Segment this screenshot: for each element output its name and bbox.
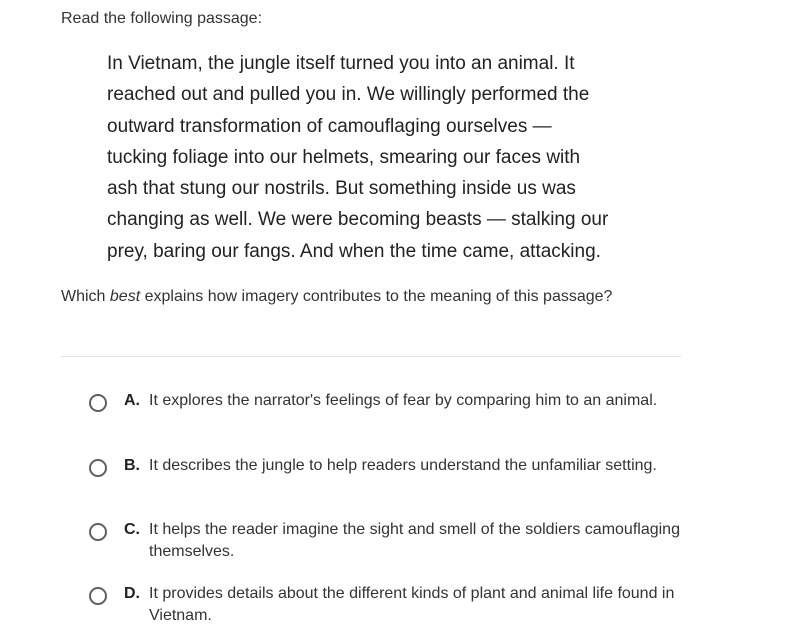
answer-option-c[interactable]	[86, 519, 706, 567]
option-letter: B.	[124, 457, 140, 474]
passage-line: changing as well. We were becoming beasts — stalking our	[107, 209, 609, 231]
option-text: It helps the reader imagine the sight and smell of the soldiers camouflaging themselves.	[149, 521, 680, 560]
question-emphasis: best	[109, 288, 141, 305]
passage-text	[107, 48, 667, 267]
passage-intro: Read the following passage:	[61, 10, 263, 27]
passage-line: reached out and pulled you in. We willingly performed the	[107, 84, 590, 106]
option-letter: A.	[124, 392, 140, 409]
passage-line: In Vietnam, the jungle itself turned you into an animal. It	[107, 53, 575, 74]
option-text: It explores the narrator's feelings of fear by comparing him to an animal.	[149, 392, 658, 409]
answer-option-d[interactable]	[86, 583, 706, 631]
option-letter: C.	[124, 521, 140, 538]
radio-button-a[interactable]	[89, 394, 107, 412]
divider	[61, 356, 681, 357]
answer-option-b[interactable]	[86, 455, 706, 503]
passage-line: ash that stung our nostrils. But something inside us was	[107, 178, 576, 200]
option-text: It describes the jungle to help readers understand the unfamiliar setting.	[149, 457, 657, 474]
passage-line: tucking foliage into our helmets, smearing our faces with	[107, 146, 581, 168]
option-text: It provides details about the different kinds of plant and animal life found in Vietnam.	[149, 585, 675, 624]
question-text-end: explains how imagery contributes to the meaning of this passage?	[140, 288, 613, 305]
radio-button-d[interactable]	[89, 587, 107, 605]
passage-line: prey, baring our fangs. And when the time came, attacking.	[107, 240, 601, 262]
option-letter: D.	[124, 585, 140, 602]
answer-option-a[interactable]	[86, 390, 706, 438]
radio-button-c[interactable]	[89, 523, 107, 541]
question-prompt	[61, 286, 641, 308]
question-text-start: Which	[61, 288, 110, 305]
passage-line: outward transformation of camouflaging ourselves —	[107, 115, 552, 137]
radio-button-b[interactable]	[89, 459, 107, 477]
